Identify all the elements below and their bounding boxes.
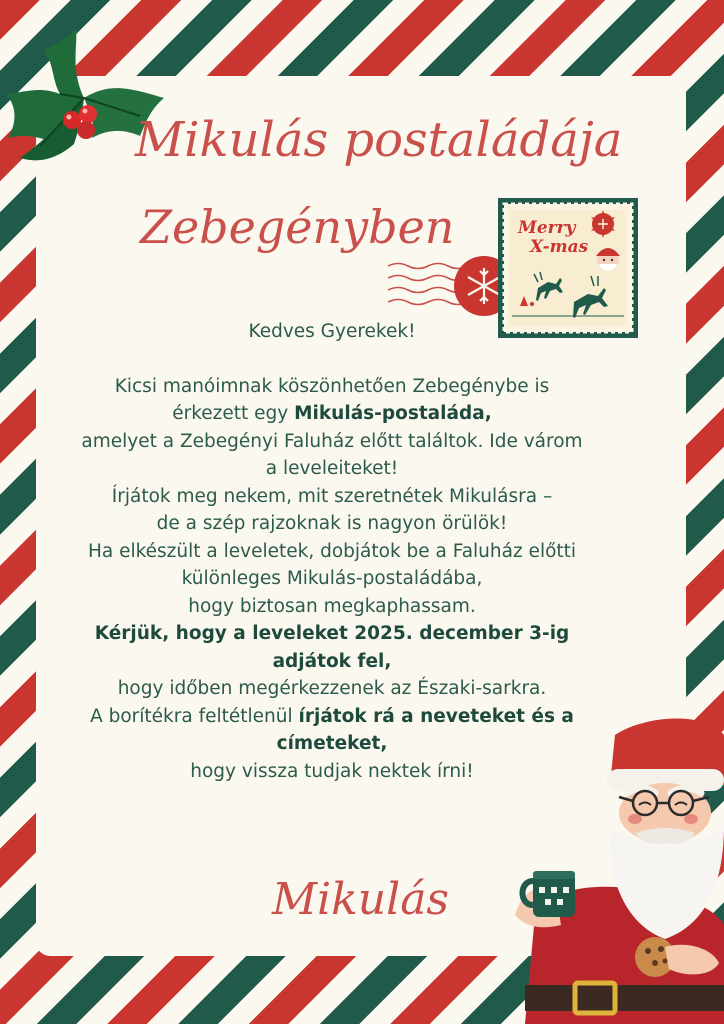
stamp-text-merry: Merry xyxy=(518,218,576,238)
signature: Mikulás xyxy=(272,874,450,925)
paragraph-line: amelyet a Zebegényi Faluház előtt találtok. Ide várom xyxy=(81,430,583,452)
paragraph-line: Írjátok meg nekem, mit szeretnétek Mikulásra – xyxy=(111,485,553,507)
highlight-text: adjátok fel, xyxy=(272,650,392,672)
stamp-text-xmas: X-mas xyxy=(530,237,589,257)
highlight-text: Kérjük, hogy a leveleket 2025. december 3-ig xyxy=(94,623,570,644)
paragraph-line xyxy=(52,400,612,428)
text-span: érkezett egy xyxy=(172,403,289,424)
paragraph-line: hogy biztosan megkaphassam. xyxy=(188,595,476,617)
paragraph-line: különleges Mikulás-postaládába, xyxy=(181,568,483,589)
santa-icon xyxy=(515,715,724,1024)
stamp-icon xyxy=(498,198,638,338)
highlight-text: írjátok rá a neveteket és a xyxy=(298,705,574,727)
page-subtitle: Zebegényben xyxy=(140,200,455,254)
paragraph-line xyxy=(52,620,612,648)
paragraph-line: hogy időben megérkezzenek az Északi-sarkra. xyxy=(117,678,547,699)
text-span: A borítékra feltétlenül xyxy=(90,705,293,727)
page-title: Mikulás postaládája xyxy=(135,112,623,168)
highlight-text: címeteket, xyxy=(276,733,388,754)
paragraph-line: hogy vissza tudjak nektek írni! xyxy=(190,760,474,782)
paragraph-line: Kicsi manóimnak köszönhetően Zebegénybe is xyxy=(114,375,550,397)
paragraph-line: Ha elkészült a leveletek, dobjátok be a Faluház előtti xyxy=(87,540,577,562)
highlight-text: Mikulás-postaláda, xyxy=(294,403,492,424)
paragraph-line: de a szép rajzoknak is nagyon örülök! xyxy=(156,513,508,534)
paragraph-line: a leveleiteket! xyxy=(265,458,399,479)
greeting: Kedves Gyerekek! xyxy=(248,321,416,342)
paragraph-line xyxy=(52,648,612,676)
